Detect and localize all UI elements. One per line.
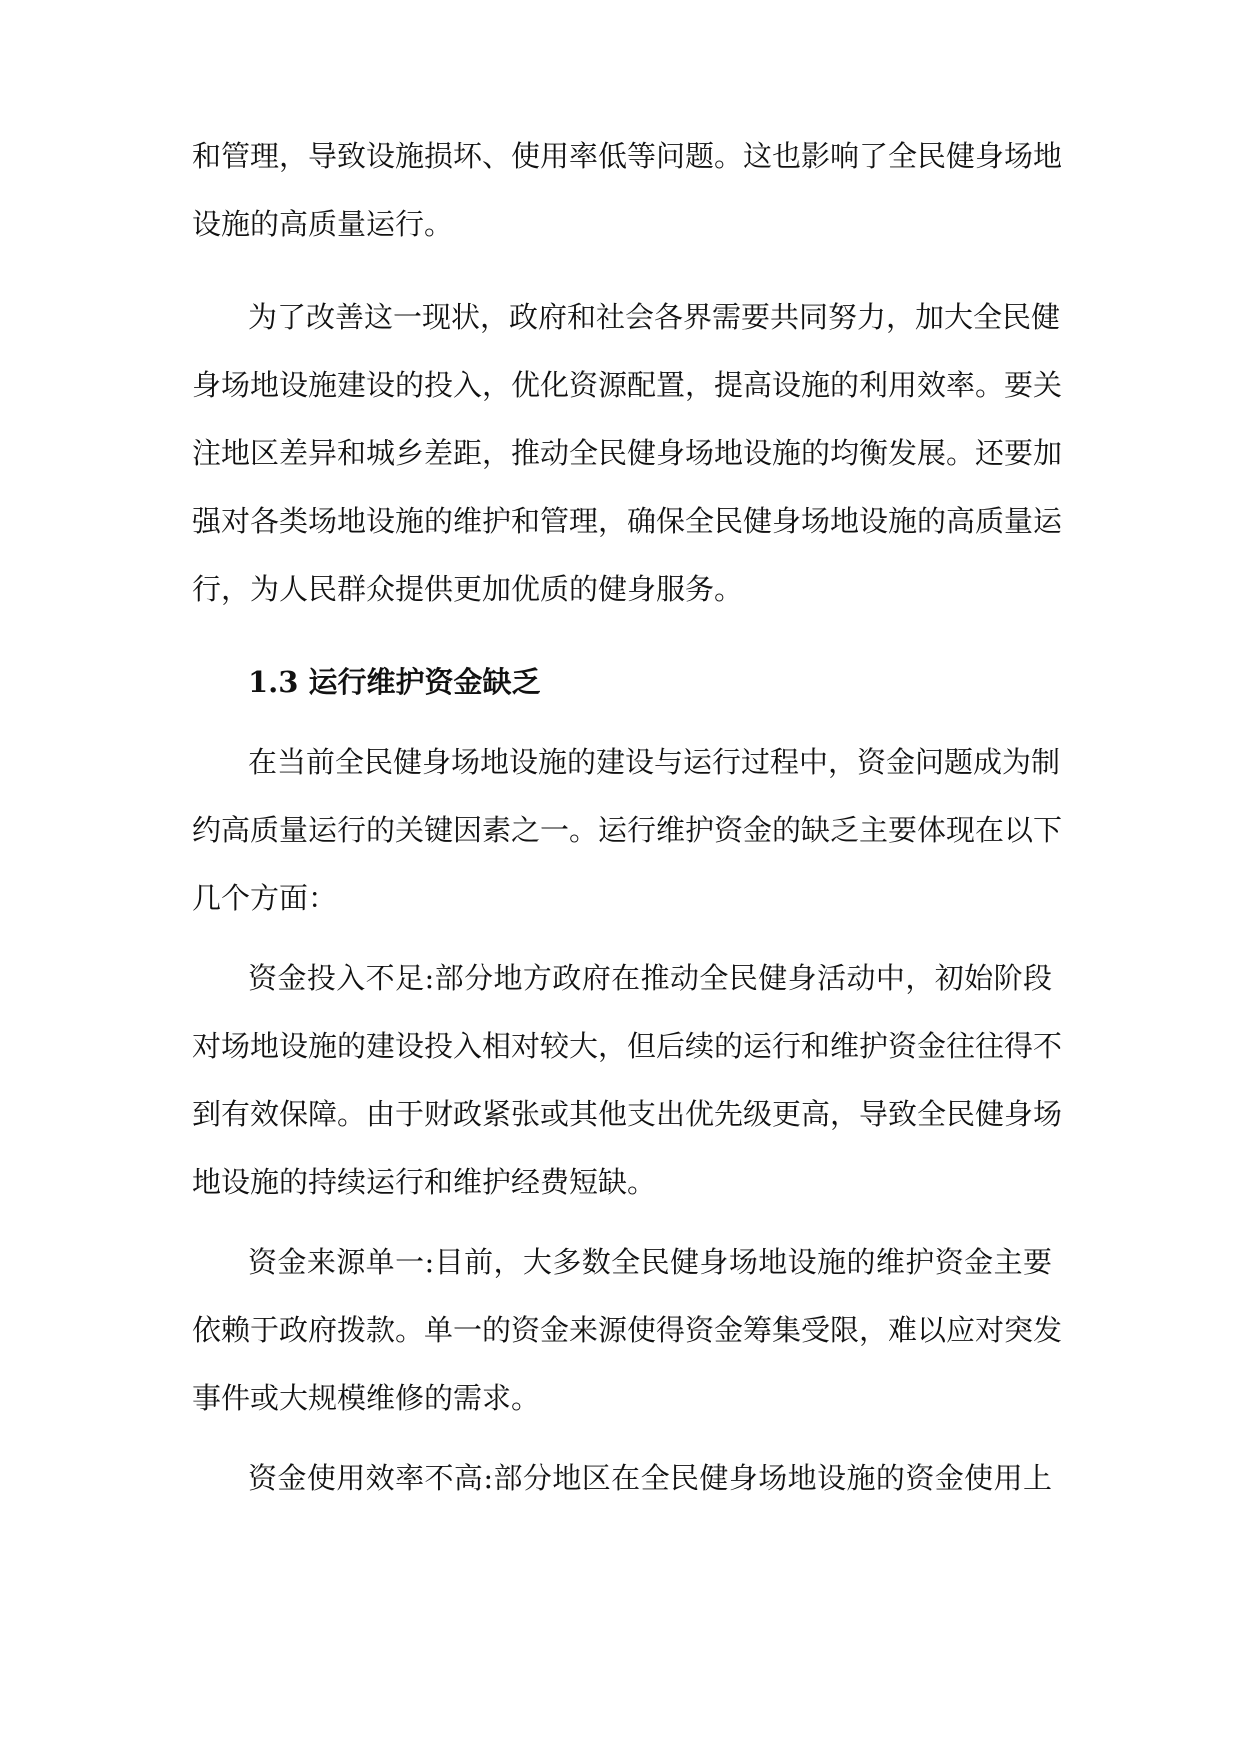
text-line: 注地区差异和城乡差距，推动全民健身场地设施的均衡发展。还要加 — [192, 436, 1063, 470]
text-line: 资金来源单一:目前，大多数全民健身场地设施的维护资金主要 — [248, 1245, 1052, 1279]
text-line: 对场地设施的建设投入相对较大，但后续的运行和维护资金往往得不 — [192, 1029, 1063, 1063]
text-line: 强对各类场地设施的维护和管理，确保全民健身场地设施的高质量运 — [192, 504, 1063, 538]
text-line: 地设施的持续运行和维护经费短缺。 — [192, 1165, 657, 1199]
text-line: 在当前全民健身场地设施的建设与运行过程中，资金问题成为制 — [248, 745, 1061, 779]
text-line: 到有效保障。由于财政紧张或其他支出优先级更高，导致全民健身场 — [192, 1097, 1063, 1131]
text-line: 约高质量运行的关键因素之一。运行维护资金的缺乏主要体现在以下 — [192, 813, 1063, 847]
section-heading: 1.3 运行维护资金缺乏 — [248, 665, 541, 699]
text-line: 几个方面： — [192, 881, 338, 915]
text-line: 资金使用效率不高:部分地区在全民健身场地设施的资金使用上 — [248, 1461, 1052, 1495]
text-line: 依赖于政府拨款。单一的资金来源使得资金筹集受限，难以应对突发 — [192, 1313, 1063, 1347]
text-line: 为了改善这一现状，政府和社会各界需要共同努力，加大全民健 — [248, 300, 1061, 334]
text-line: 身场地设施建设的投入，优化资源配置，提高设施的利用效率。要关 — [192, 368, 1063, 402]
text-line: 和管理，导致设施损坏、使用率低等问题。这也影响了全民健身场地 — [192, 139, 1063, 173]
text-line: 行，为人民群众提供更加优质的健身服务。 — [192, 572, 744, 606]
text-line: 资金投入不足:部分地方政府在推动全民健身活动中，初始阶段 — [248, 961, 1052, 995]
text-line: 设施的高质量运行。 — [192, 207, 454, 241]
text-line: 事件或大规模维修的需求。 — [192, 1381, 541, 1415]
